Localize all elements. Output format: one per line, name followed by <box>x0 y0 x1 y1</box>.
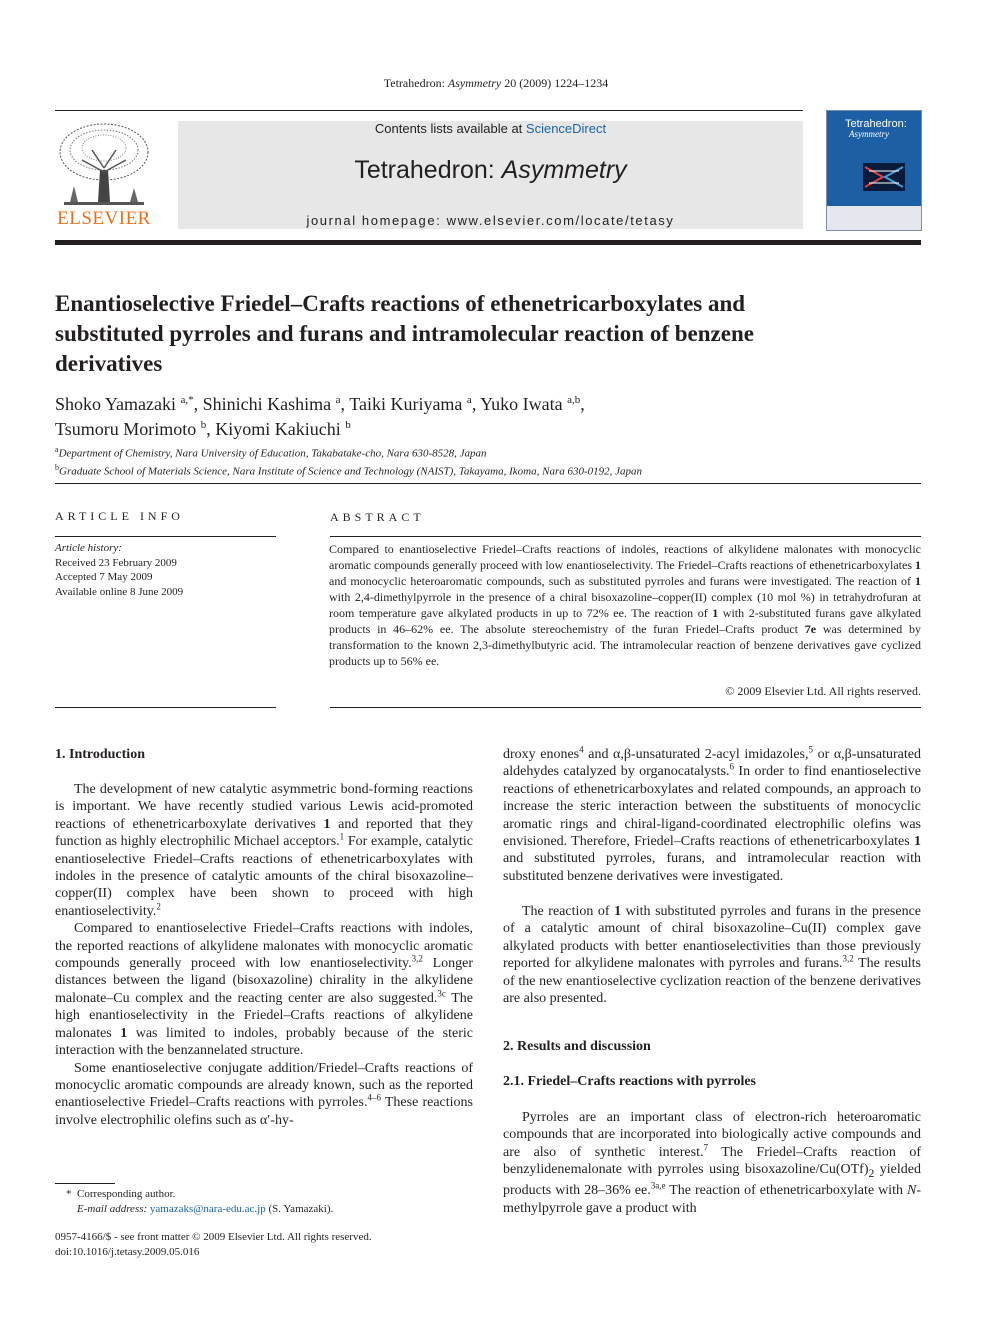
divider <box>55 483 921 484</box>
sciencedirect-link[interactable]: ScienceDirect <box>525 121 607 136</box>
journal-homepage[interactable]: journal homepage: www.elsevier.com/locate/tetasy <box>306 213 675 228</box>
article-history: Article history: Received 23 February 2009 Accepted 7 May 2009 Available online 8 June 2009 <box>55 542 184 598</box>
abstract-text: Compared to enantioselective Friedel–Crafts reactions of indoles, reactions of alkylidene malonates with monocyclic aromatic compounds generally proceed with low enantioselectivity. The Friedel–Crafts reactions of ethenetricarboxylates 1 and monocyclic heteroaromatic compounds, such as substituted pyrroles and furans were investigated. The reaction of 1 with 2,4-dimethylpyrrole in the presence of a chiral bisoxazoline–copper(II) complex (10 mol %) in tetrahydrofuran at room temperature gave alkylated products in up to 72% ee. The reaction of 1 with 2-substituted furans gave alkylated products in 46–62% ee. The absolute stereochemistry of the furan Friedel–Crafts product 7e was determined by transformation to the known 2,3-dimethylbutyric acid. The intramolecular reaction of benzene derivatives gave cyclized products up to 56% ee. <box>329 542 921 668</box>
elsevier-wordmark: ELSEVIER <box>57 208 151 229</box>
body-column-right-para3: Pyrroles are an important class of electron-rich heteroaromatic compounds that are incorporated into biologically active compounds and are also of synthetic interest.$^7$ The Friedel–Crafts reaction of benzylidenemalonate with pyrroles using bisoxazoline/$Cu(OTf)_2$ yielded products with 28–36% ee.$^{3a,e}$ The reaction of ethenetricarboxylate with N-methylpyrrole gave a product with <box>503 1110 921 1216</box>
affiliation-a: $^a$Department of Chemistry, Nara University of Education, Takabatake-cho, Nara 630-8528, Japan <box>55 445 487 460</box>
corresponding-author-footnote: * Corresponding author. E-mail address: yamazaks@nara-edu.ac.jp (S. Yamazaki). <box>55 1188 334 1215</box>
affiliation-b: $^b$Graduate School of Materials Science, Nara Institute of Science and Technology (NAIST), Takayama, Ikoma, Nara 630-0192, Japan <box>55 463 643 478</box>
journal-title: Tetrahedron: Asymmetry <box>354 156 627 184</box>
author-email-link[interactable]: yamazaks@nara-edu.ac.jp <box>149 1202 266 1215</box>
section-heading-introduction: 1. Introduction <box>55 747 145 762</box>
abstract-heading: ABSTRACT <box>330 510 425 524</box>
abstract-copyright: © 2009 Elsevier Ltd. All rights reserved. <box>725 684 921 698</box>
body-column-right: droxy enones$^4$ and α,β-unsaturated 2-acyl imidazoles,$^5$ or α,β-unsaturated aldehydes catalyzed by organocatalysts.$^6$ In order to find enantioselective reactions of ethenetricarboxylates and related compounds, an approach to increase the steric interaction between the substituents of monocyclic aromatic rings and chiral-ligand-coordinated electrophilic olefins was envisioned. Therefore, Friedel–Crafts reactions of ethenetricarboxylates 1 and substituted pyrroles, furans, and intramolecular reaction with substituted benzene derivatives were investigated. <box>503 744 921 884</box>
footnote-rule <box>55 1183 115 1184</box>
journal-citation: Tetrahedron: Asymmetry 20 (2009) 1224–1234 <box>383 76 609 90</box>
body-column-left: The development of new catalytic asymmetric bond-forming reactions is important. We have recently studied various Lewis acid-promoted reactions of ethenetricarboxylate derivatives 1 and reported that they function as highly electrophilic Michael acceptors.$^1$ For example, catalytic enantioselective Friedel–Crafts reactions of ethenetricarboxylates with indoles in the presence of catalytic amounts of the chiral bisoxazoline–copper(II) complex have been shown to proceed with high enantioselectivity.$^2$ Compared to enantioselective Friedel–Crafts reactions with indoles, the reported reactions of alkylidene malonates with monocyclic aromatic compounds generally proceed with low enantioselectivity.$^{3,2}$ Longer distances between the ligand (bisoxazoline) chirality in the alkylidene malonate–Cu complex and the reacting center are also suggested.$^{3c}$ The high enantioselectivity in the Friedel–Crafts reactions of alkylidene malonates 1 was limited to indoles, probably because of the steric interaction with the benzannelated structure. Some enantioselective conjugate addition/Friedel–Crafts reactions of monocyclic aromatic compounds are already known, such as the reported enantioselective Friedel–Crafts reactions with pyrroles.$^{4-6}$ These reactions involve electrophilic olefins such as α′-hy- <box>55 782 473 1128</box>
author-list: Shoko Yamazaki $^{a,*}$, Shinichi Kashima $^a$, Taiki Kuriyama $^a$, Yuko Iwata $^{a,b}$, Tsumoru Morimoto $^b$, Kiyomi Kakiuchi $^b$ <box>55 394 585 439</box>
cover-image <box>863 163 905 191</box>
article-info-heading: ARTICLE INFO <box>55 509 184 523</box>
subsection-heading-pyrroles: 2.1. Friedel–Crafts reactions with pyrroles <box>503 1074 756 1089</box>
journal-cover-thumbnail: Tetrahedron: Asymmetry <box>826 110 922 231</box>
contents-line: Contents lists available at ScienceDirect <box>374 121 607 136</box>
affiliations <box>55 443 921 479</box>
header-thick-rule <box>55 240 921 245</box>
section-heading-results: 2. Results and discussion <box>503 1039 651 1054</box>
header-top-rule <box>55 110 803 111</box>
issn-doi: 0957-4166/$ - see front matter © 2009 Elsevier Ltd. All rights reserved. doi:10.1016/j.tetasy.2009.05.016 <box>55 1230 473 1259</box>
doi[interactable]: doi:10.1016/j.tetasy.2009.05.016 <box>55 1245 200 1258</box>
body-column-right-para2: The reaction of 1 with substituted pyrroles and furans in the presence of a catalytic amount of chiral bisoxazoline–Cu(II) complex gave alkylated products with better enantioselectivities than those previously reported for alkylidene malonates with pyrroles and furans.$^{3,2}$ The results of the new enantioselective cyclization reaction of the benzene derivatives are also presented. <box>503 904 922 1007</box>
article-title: Enantioselective Friedel–Crafts reactions of ethenetricarboxylates and substituted pyrroles and furans and intramolecular reaction of benzene derivatives <box>55 291 754 376</box>
